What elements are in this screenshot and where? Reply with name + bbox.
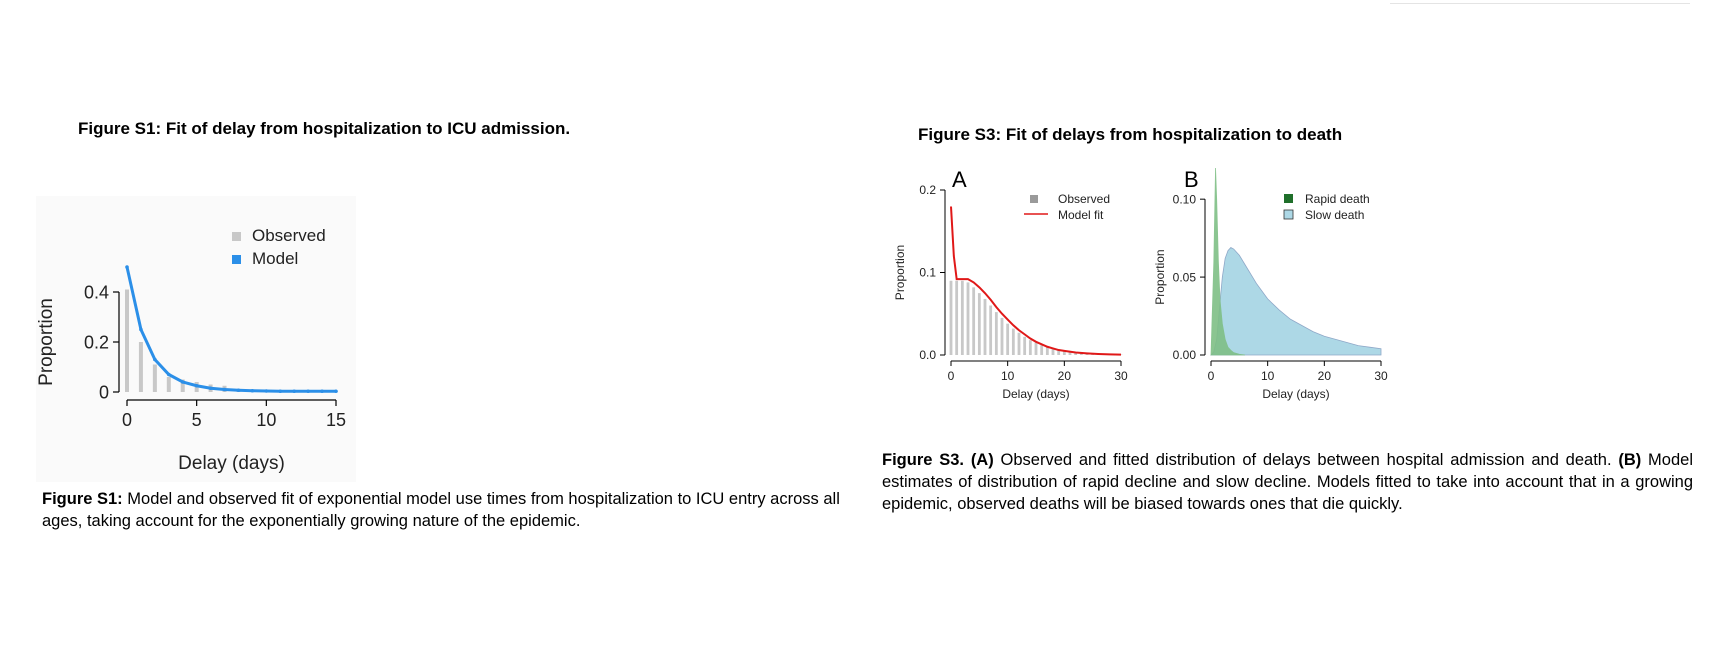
x-axis-label: Delay (days) (1002, 387, 1070, 401)
panel-label-a: A (952, 167, 967, 192)
bar-observed (984, 299, 987, 355)
figure-s1-heading: Figure S1: Fit of delay from hospitalization to ICU admission. (78, 119, 571, 138)
bar-observed (1012, 329, 1015, 355)
bar-observed (153, 365, 157, 393)
bar-observed (1029, 340, 1032, 355)
x-tick-label: 5 (191, 410, 202, 430)
y-tick-label: 0.0 (919, 348, 936, 363)
model-point (251, 389, 255, 393)
bar-observed (1035, 343, 1038, 355)
legend-label-model-fit: Model fit (1058, 208, 1104, 222)
legend-swatch-observed (1030, 195, 1038, 203)
bar-observed (972, 287, 975, 355)
model-point (292, 389, 296, 393)
model-point (195, 384, 199, 388)
x-tick-label: 0 (121, 410, 133, 430)
figure-s3-caption-text-b: Model estimates of distribution of rapid decline and slow decline. Models fitted to take into account that in a growing epidemic, observed deaths will be biased towards ones that die quickly. (882, 451, 1693, 513)
x-axis-label: Delay (days) (1262, 387, 1330, 401)
bar-observed (1040, 345, 1043, 355)
model-point (278, 389, 282, 393)
panel-label-b: B (1184, 167, 1199, 192)
bar-observed (978, 293, 981, 355)
bar-observed (1001, 318, 1004, 355)
y-tick-label: 0.05 (1172, 270, 1196, 285)
x-tick-label: 10 (1260, 369, 1275, 383)
model-point (223, 388, 227, 392)
figure-s3-caption (882, 449, 1693, 515)
legend-label-observed: Observed (252, 226, 326, 245)
bar-observed (1006, 324, 1009, 355)
figure-s3-caption-label-b: (B) (1618, 451, 1642, 469)
figure-s3-caption-label-a: (A) (970, 451, 994, 469)
bar-observed (1023, 337, 1026, 355)
x-tick-label: 0 (947, 369, 955, 383)
bar-observed (139, 342, 143, 392)
x-tick-label: 20 (1317, 369, 1332, 383)
legend-label-observed: Observed (1058, 192, 1111, 206)
y-axis-label: Proportion (36, 298, 57, 386)
bar-observed (167, 377, 171, 392)
legend-label-rapid-death: Rapid death (1305, 192, 1370, 206)
model-point (306, 389, 310, 393)
y-axis-label: Proportion (1153, 249, 1167, 305)
top-divider (1390, 3, 1690, 4)
figure-s1-chart (36, 196, 356, 482)
legend-swatch-observed (232, 232, 241, 241)
bar-observed (961, 281, 964, 355)
y-tick-label: 0.2 (83, 332, 109, 353)
figure-s3-panel-a-chart (886, 160, 1146, 410)
model-point (125, 265, 129, 269)
figure-s3-heading: Figure S3: Fit of delays from hospitalization to death (918, 125, 1343, 144)
figure-s1-caption (42, 488, 842, 532)
y-tick-label: 0.4 (83, 282, 109, 303)
legend-label-slow-death: Slow death (1305, 208, 1365, 222)
bar-observed (989, 306, 992, 356)
x-tick-label: 10 (256, 410, 277, 430)
figure-s1-caption-text: Model and observed fit of exponential model use times from hospitalization to ICU entry across all ages, taking account for the exponentially growing nature of the epidemic. (42, 490, 840, 530)
y-tick-label: 0.00 (1172, 348, 1196, 363)
bar-observed (995, 312, 998, 355)
legend-label-model: Model (252, 249, 299, 268)
x-tick-label: 30 (1114, 369, 1128, 383)
x-tick-label: 20 (1057, 369, 1072, 383)
model-point (237, 388, 241, 392)
model-point (167, 373, 171, 377)
model-point (153, 358, 157, 362)
bar-observed (1018, 333, 1021, 355)
x-tick-label: 30 (1374, 369, 1388, 383)
y-axis-label: Proportion (893, 244, 907, 301)
model-point (320, 389, 324, 393)
y-tick-label: 0.10 (1172, 192, 1196, 207)
y-tick-label: 0 (98, 382, 109, 403)
y-tick-label: 0.2 (919, 183, 936, 198)
y-tick-label: 0.1 (919, 265, 936, 280)
figure-s3-caption-text-a: Observed and fitted distribution of delays between hospital admission and death. (993, 451, 1619, 469)
bar-observed (955, 281, 958, 355)
figure-s3-panel-b-chart (1146, 160, 1406, 410)
legend-swatch-slow-death (1284, 210, 1293, 219)
legend-swatch-rapid-death (1284, 194, 1293, 203)
bar-observed (967, 282, 970, 355)
model-point (181, 380, 185, 384)
bar-observed (950, 281, 953, 355)
model-point (139, 328, 143, 332)
model-point (334, 389, 338, 393)
x-tick-label: 15 (325, 410, 347, 430)
series-area-slow-death (1211, 247, 1381, 355)
figure-s1-caption-lead: Figure S1: (42, 490, 123, 508)
series-line-model-fit (951, 207, 1121, 355)
figure-s3-caption-lead: Figure S3. (882, 451, 964, 469)
x-axis-label: Delay (days) (178, 453, 285, 474)
x-tick-label: 0 (1207, 369, 1215, 383)
model-point (265, 389, 269, 393)
model-point (209, 386, 213, 390)
legend-swatch-model (232, 255, 241, 264)
bar-observed (125, 290, 129, 393)
x-tick-label: 10 (1000, 369, 1015, 383)
